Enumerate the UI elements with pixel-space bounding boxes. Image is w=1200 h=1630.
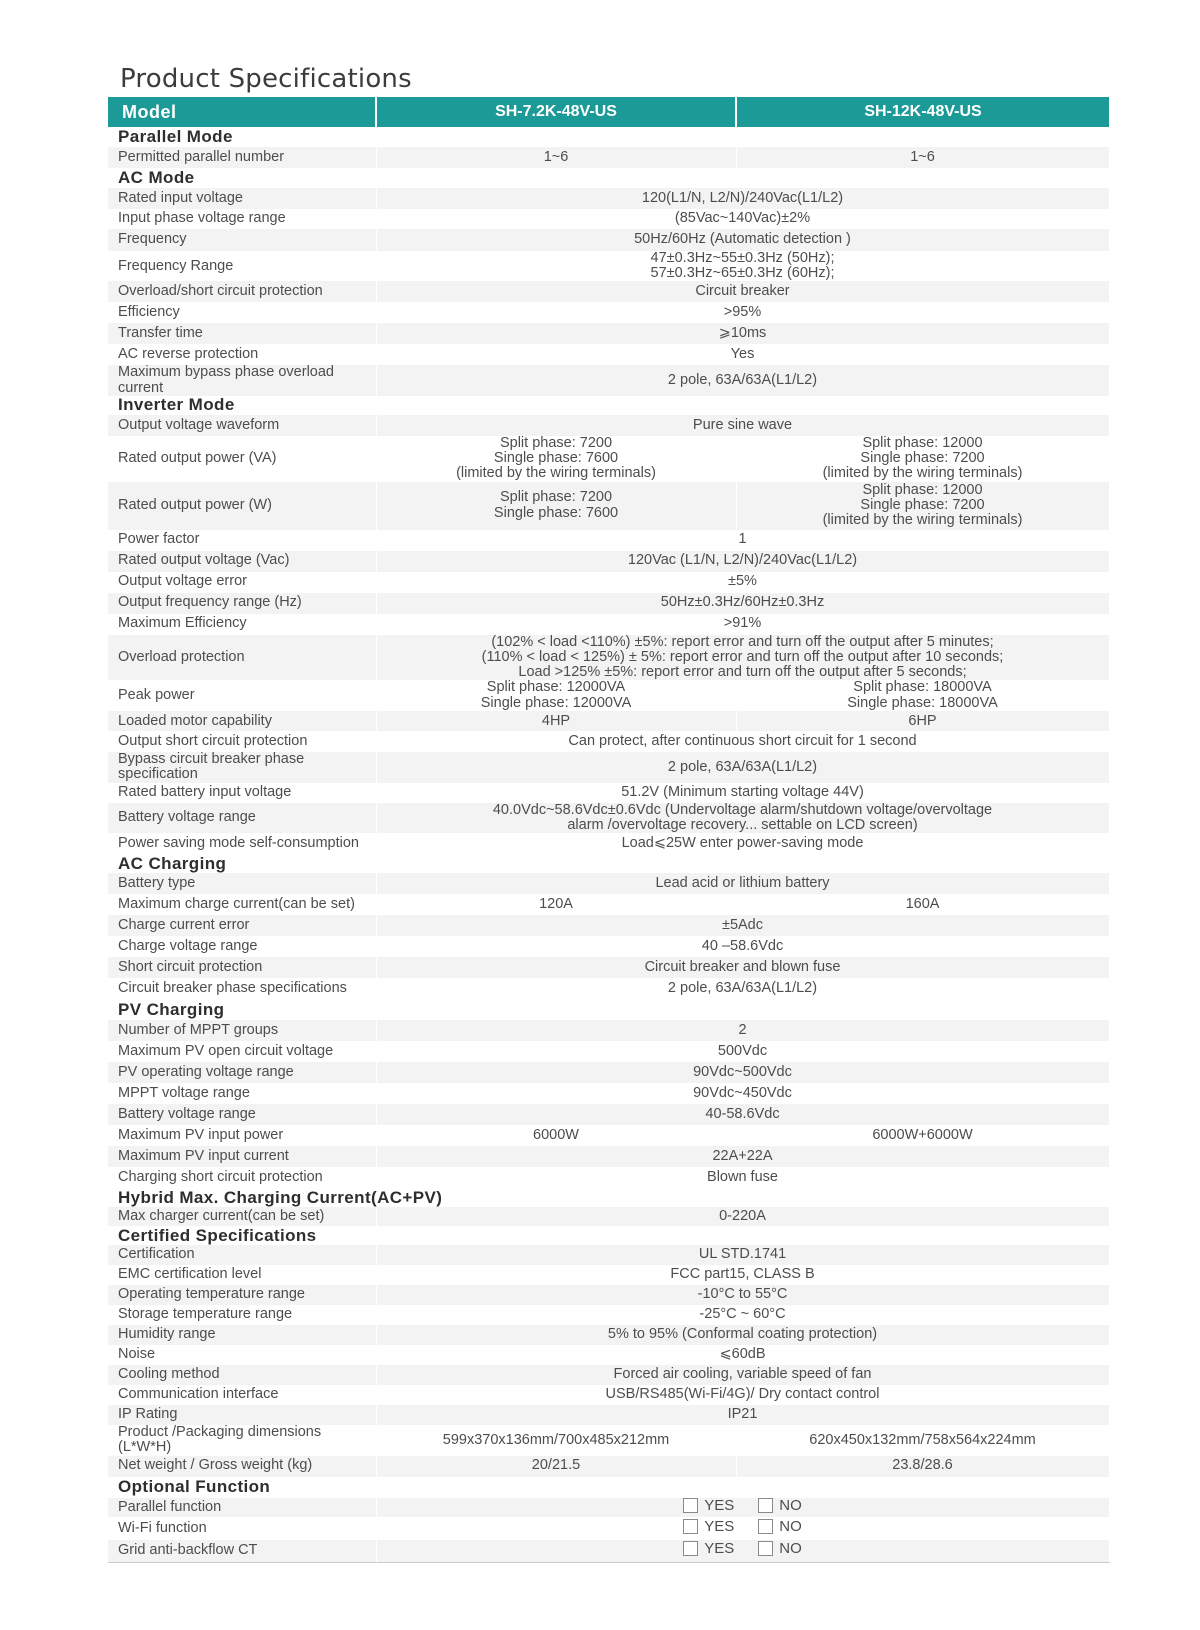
model-b-header: SH-12K-48V-US [736, 97, 1109, 127]
spec-value: FCC part15, CLASS B [376, 1265, 1109, 1285]
spec-label: Max charger current(can be set) [108, 1207, 376, 1226]
spec-label: Overload protection [108, 635, 376, 681]
spec-value: 0-220A [376, 1207, 1109, 1226]
spec-value-model-b: 620x450x132mm/758x564x224mm [736, 1425, 1109, 1455]
page-title: Product Specifications [120, 64, 412, 94]
option-yes[interactable] [683, 1541, 734, 1557]
spec-value: 50Hz±0.3Hz/60Hz±0.3Hz [376, 593, 1109, 614]
spec-label: Operating temperature range [108, 1285, 376, 1305]
spec-value: UL STD.1741 [376, 1245, 1109, 1265]
option-cell [376, 1517, 1109, 1540]
spec-row [108, 1325, 1109, 1345]
spec-label: Communication interface [108, 1385, 376, 1405]
section-header [108, 1188, 1109, 1207]
spec-value-model-a-line: Split phase: 7200 [499, 489, 613, 506]
spec-row [108, 530, 1109, 551]
spec-label: Power saving mode self-consumption [108, 833, 376, 854]
option-cell [376, 1540, 1109, 1562]
spec-value: ⩽60dB [376, 1345, 1109, 1365]
spec-row [108, 915, 1109, 936]
spec-row [108, 344, 1109, 365]
spec-value: (85Vac~140Vac)±2% [376, 209, 1109, 229]
spec-value-model-a: 20/21.5 [376, 1456, 736, 1477]
spec-value-line: (110% < load < 125%) ± 5%: report error and turn off the output after 10 seconds; [481, 648, 1004, 665]
spec-label: Overload/short circuit protection [108, 281, 376, 302]
spec-value: 2 pole, 63A/63A(L1/L2) [376, 978, 1109, 1000]
spec-value-model-b-line: (limited by the wiring terminals) [822, 512, 1023, 529]
spec-label: Storage temperature range [108, 1305, 376, 1325]
spec-table [108, 97, 1110, 1563]
spec-value: Yes [376, 344, 1109, 365]
checkbox-icon[interactable] [758, 1498, 773, 1513]
spec-value: 2 pole, 63A/63A(L1/L2) [376, 752, 1109, 782]
spec-row [108, 251, 1109, 281]
spec-row [108, 229, 1109, 251]
spec-value-model-b-line: Single phase: 7200 [860, 496, 985, 513]
spec-value-model-a: 4HP [376, 711, 736, 731]
spec-value-line: 57±0.3Hz~65±0.3Hz (60Hz); [650, 265, 835, 282]
section-title: Inverter Mode [108, 396, 1109, 415]
spec-row [108, 635, 1109, 681]
spec-row [108, 1425, 1109, 1455]
spec-table-body [108, 127, 1109, 1562]
checkbox-icon[interactable] [683, 1541, 698, 1556]
spec-row [108, 1041, 1109, 1062]
spec-value: ⩾10ms [376, 323, 1109, 344]
spec-row [108, 1405, 1109, 1425]
spec-row [108, 1385, 1109, 1405]
spec-label: Product /Packaging dimensions (L*W*H) [108, 1425, 376, 1455]
spec-value-model-a-line: Single phase: 12000VA [480, 694, 632, 711]
spec-label: Rated battery input voltage [108, 783, 376, 803]
spec-row [108, 147, 1109, 168]
spec-label: PV operating voltage range [108, 1062, 376, 1083]
option-label: YES [704, 1496, 735, 1514]
section-header [108, 854, 1109, 873]
spec-row [108, 415, 1109, 436]
checkbox-icon[interactable] [683, 1498, 698, 1513]
spec-value-line: 40.0Vdc~58.6Vdc±0.6Vdc (Undervoltage alarm/shutdown voltage/overvoltage [492, 801, 993, 818]
spec-value: USB/RS485(Wi-Fi/4G)/ Dry contact control [376, 1385, 1109, 1405]
spec-value: -25°C ~ 60°C [376, 1305, 1109, 1325]
spec-row [108, 731, 1109, 752]
spec-label: Maximum bypass phase overload current [108, 365, 376, 395]
spec-value: 2 [376, 1020, 1109, 1041]
model-a-header: SH-7.2K-48V-US [376, 97, 736, 127]
spec-value-model-b: 23.8/28.6 [736, 1456, 1109, 1477]
spec-value-model-b [736, 482, 1109, 530]
spec-value-model-a-line: Single phase: 7600 [493, 450, 619, 467]
spec-value: >95% [376, 302, 1109, 323]
spec-value: >91% [376, 614, 1109, 635]
section-header [108, 1477, 1109, 1498]
spec-value: 40-58.6Vdc [376, 1104, 1109, 1125]
spec-label: Rated output power (VA) [108, 436, 376, 482]
spec-value: Lead acid or lithium battery [376, 873, 1109, 894]
section-title: PV Charging [108, 1000, 1109, 1020]
spec-label: Bypass circuit breaker phase specification [108, 752, 376, 782]
option-label: NO [779, 1540, 802, 1558]
option-yes[interactable] [683, 1498, 734, 1514]
spec-value-model-b: 160A [736, 894, 1109, 915]
spec-value-model-b [736, 436, 1109, 482]
spec-label: Rated output power (W) [108, 482, 376, 530]
section-header [108, 1000, 1109, 1020]
checkbox-icon[interactable] [683, 1519, 698, 1534]
spec-label: EMC certification level [108, 1265, 376, 1285]
spec-row [108, 1305, 1109, 1325]
spec-row [108, 1265, 1109, 1285]
option-label: NO [779, 1496, 802, 1514]
section-title: AC Charging [108, 854, 1109, 873]
spec-value: Blown fuse [376, 1167, 1109, 1188]
section-header [108, 168, 1109, 188]
spec-label: Output frequency range (Hz) [108, 593, 376, 614]
spec-label: Frequency Range [108, 251, 376, 281]
spec-value-model-b-line: Single phase: 7200 [860, 450, 985, 467]
spec-value-model-a: 6000W [376, 1125, 736, 1146]
section-title: AC Mode [108, 168, 1109, 188]
spec-label: Transfer time [108, 323, 376, 344]
option-yes[interactable] [683, 1519, 734, 1535]
spec-row [108, 1245, 1109, 1265]
spec-value [376, 635, 1109, 681]
spec-value-model-a-line: Single phase: 7600 [493, 504, 619, 521]
spec-row [108, 1020, 1109, 1041]
section-title: Certified Specifications [108, 1226, 1109, 1245]
spec-label: Certification [108, 1245, 376, 1265]
spec-label: Peak power [108, 680, 376, 711]
spec-value [376, 251, 1109, 281]
spec-value: 500Vdc [376, 1041, 1109, 1062]
spec-value: 40 –58.6Vdc [376, 936, 1109, 957]
spec-row [108, 614, 1109, 635]
section-title: Hybrid Max. Charging Current(AC+PV) [108, 1188, 1109, 1207]
spec-value: IP21 [376, 1405, 1109, 1425]
spec-label: IP Rating [108, 1405, 376, 1425]
spec-value: 90Vdc~500Vdc [376, 1062, 1109, 1083]
spec-row [108, 783, 1109, 803]
spec-value: 5% to 95% (Conformal coating protection) [376, 1325, 1109, 1345]
spec-row [108, 1540, 1109, 1562]
spec-label: Output short circuit protection [108, 731, 376, 752]
spec-value-model-b-line: Split phase: 18000VA [853, 679, 992, 696]
section-header [108, 1226, 1109, 1245]
spec-value-model-b [736, 680, 1109, 711]
spec-row [108, 593, 1109, 614]
spec-value: 2 pole, 63A/63A(L1/L2) [376, 365, 1109, 395]
spec-row [108, 1365, 1109, 1385]
spec-value: ±5Adc [376, 915, 1109, 936]
spec-label: Battery voltage range [108, 1104, 376, 1125]
section-header [108, 127, 1109, 147]
spec-row [108, 1167, 1109, 1188]
spec-label: Input phase voltage range [108, 209, 376, 229]
spec-row [108, 482, 1109, 530]
spec-value: Circuit breaker and blown fuse [376, 957, 1109, 978]
spec-row [108, 680, 1109, 711]
spec-value-model-b-line: Split phase: 12000 [862, 434, 983, 451]
spec-value: 120(L1/N, L2/N)/240Vac(L1/L2) [376, 188, 1109, 209]
spec-row [108, 551, 1109, 572]
spec-value: 51.2V (Minimum starting voltage 44V) [376, 783, 1109, 803]
spec-value-model-a [376, 482, 736, 530]
spec-label: Output voltage waveform [108, 415, 376, 436]
spec-value-line: (102% < load <110%) ±5%: report error and turn off the output after 5 minutes; [491, 633, 994, 650]
option-label: YES [704, 1540, 735, 1558]
spec-row [108, 936, 1109, 957]
spec-row [108, 978, 1109, 1000]
spec-value: 120Vac (L1/N, L2/N)/240Vac(L1/L2) [376, 551, 1109, 572]
spec-row [108, 1146, 1109, 1167]
spec-label: MPPT voltage range [108, 1083, 376, 1104]
spec-label: Permitted parallel number [108, 147, 376, 168]
spec-table-header [108, 97, 1109, 127]
spec-value-model-a-line: Split phase: 7200 [499, 434, 613, 451]
spec-row [108, 1285, 1109, 1305]
option-label: YES [704, 1517, 735, 1535]
spec-value-line: Load >125% ±5%: report error and turn off the output after 5 seconds; [518, 663, 967, 680]
spec-value-model-b-line: Single phase: 18000VA [847, 694, 998, 711]
spec-label: Efficiency [108, 302, 376, 323]
checkbox-icon[interactable] [758, 1541, 773, 1556]
spec-label: Wi-Fi function [108, 1517, 376, 1540]
spec-row [108, 833, 1109, 854]
spec-label: Rated input voltage [108, 188, 376, 209]
spec-row [108, 1125, 1109, 1146]
spec-row [108, 1517, 1109, 1540]
spec-row [108, 1083, 1109, 1104]
spec-label: Charge voltage range [108, 936, 376, 957]
spec-row [108, 957, 1109, 978]
spec-value: 22A+22A [376, 1146, 1109, 1167]
spec-label: Maximum PV open circuit voltage [108, 1041, 376, 1062]
spec-label: Power factor [108, 530, 376, 551]
section-header [108, 396, 1109, 415]
spec-value: 90Vdc~450Vdc [376, 1083, 1109, 1104]
spec-value: 50Hz/60Hz (Automatic detection ) [376, 229, 1109, 251]
spec-label: Circuit breaker phase specifications [108, 978, 376, 1000]
spec-row [108, 436, 1109, 482]
spec-label: Loaded motor capability [108, 711, 376, 731]
spec-label: Frequency [108, 229, 376, 251]
spec-value: ±5% [376, 572, 1109, 593]
spec-label: Charge current error [108, 915, 376, 936]
spec-row [108, 803, 1109, 833]
spec-value-model-a [376, 680, 736, 711]
spec-value-model-b: 6HP [736, 711, 1109, 731]
spec-row [108, 323, 1109, 344]
spec-value-model-a [376, 436, 736, 482]
spec-value: Pure sine wave [376, 415, 1109, 436]
model-header: Model [108, 97, 376, 127]
option-cell [376, 1498, 1109, 1518]
spec-label: Number of MPPT groups [108, 1020, 376, 1041]
spec-row [108, 1062, 1109, 1083]
spec-row [108, 1498, 1109, 1518]
spec-row [108, 365, 1109, 395]
option-no[interactable] [758, 1498, 802, 1514]
option-no[interactable] [758, 1541, 802, 1557]
spec-label: Grid anti-backflow CT [108, 1540, 376, 1562]
spec-label: Battery type [108, 873, 376, 894]
spec-value-model-a-line: (limited by the wiring terminals) [456, 465, 656, 482]
spec-row [108, 281, 1109, 302]
spec-label: Charging short circuit protection [108, 1167, 376, 1188]
spec-row [108, 188, 1109, 209]
spec-row [108, 302, 1109, 323]
spec-value: -10°C to 55°C [376, 1285, 1109, 1305]
spec-label: Maximum PV input power [108, 1125, 376, 1146]
spec-label: Rated output voltage (Vac) [108, 551, 376, 572]
spec-label: Parallel function [108, 1498, 376, 1518]
spec-label: Net weight / Gross weight (kg) [108, 1456, 376, 1477]
spec-row [108, 894, 1109, 915]
spec-value-model-b: 1~6 [736, 147, 1109, 168]
spec-row [108, 873, 1109, 894]
spec-row [108, 572, 1109, 593]
spec-value-model-b-line: (limited by the wiring terminals) [822, 465, 1023, 482]
spec-label: Battery voltage range [108, 803, 376, 833]
spec-label: Noise [108, 1345, 376, 1365]
spec-row [108, 1104, 1109, 1125]
spec-row [108, 1345, 1109, 1365]
spec-value-model-a: 599x370x136mm/700x485x212mm [376, 1425, 736, 1455]
spec-label: Maximum charge current(can be set) [108, 894, 376, 915]
spec-value-model-a: 1~6 [376, 147, 736, 168]
spec-row [108, 1456, 1109, 1477]
spec-label: Maximum PV input current [108, 1146, 376, 1167]
spec-value-model-b: 6000W+6000W [736, 1125, 1109, 1146]
section-title: Optional Function [108, 1477, 1109, 1498]
spec-value-model-a-line: Split phase: 12000VA [486, 679, 626, 696]
spec-row [108, 752, 1109, 782]
option-label: NO [779, 1517, 802, 1535]
header-row [108, 97, 1109, 127]
spec-value: Load⩽25W enter power-saving mode [376, 833, 1109, 854]
spec-label: Cooling method [108, 1365, 376, 1385]
spec-value: 1 [376, 530, 1109, 551]
spec-label: Maximum Efficiency [108, 614, 376, 635]
spec-label: AC reverse protection [108, 344, 376, 365]
spec-value-line: alarm /overvoltage recovery... settable on LCD screen) [567, 816, 918, 833]
spec-value-model-b-line: Split phase: 12000 [862, 481, 983, 498]
spec-value-model-a: 120A [376, 894, 736, 915]
spec-row [108, 209, 1109, 229]
spec-value-line: 47±0.3Hz~55±0.3Hz (50Hz); [650, 250, 835, 266]
spec-label: Humidity range [108, 1325, 376, 1345]
section-title: Parallel Mode [108, 127, 1109, 147]
spec-label: Output voltage error [108, 572, 376, 593]
option-no[interactable] [758, 1519, 802, 1535]
spec-value: Can protect, after continuous short circuit for 1 second [376, 731, 1109, 752]
spec-label: Short circuit protection [108, 957, 376, 978]
spec-row [108, 711, 1109, 731]
spec-value: Circuit breaker [376, 281, 1109, 302]
spec-row [108, 1207, 1109, 1226]
spec-value [376, 803, 1109, 833]
checkbox-icon[interactable] [758, 1519, 773, 1534]
spec-value: Forced air cooling, variable speed of fan [376, 1365, 1109, 1385]
